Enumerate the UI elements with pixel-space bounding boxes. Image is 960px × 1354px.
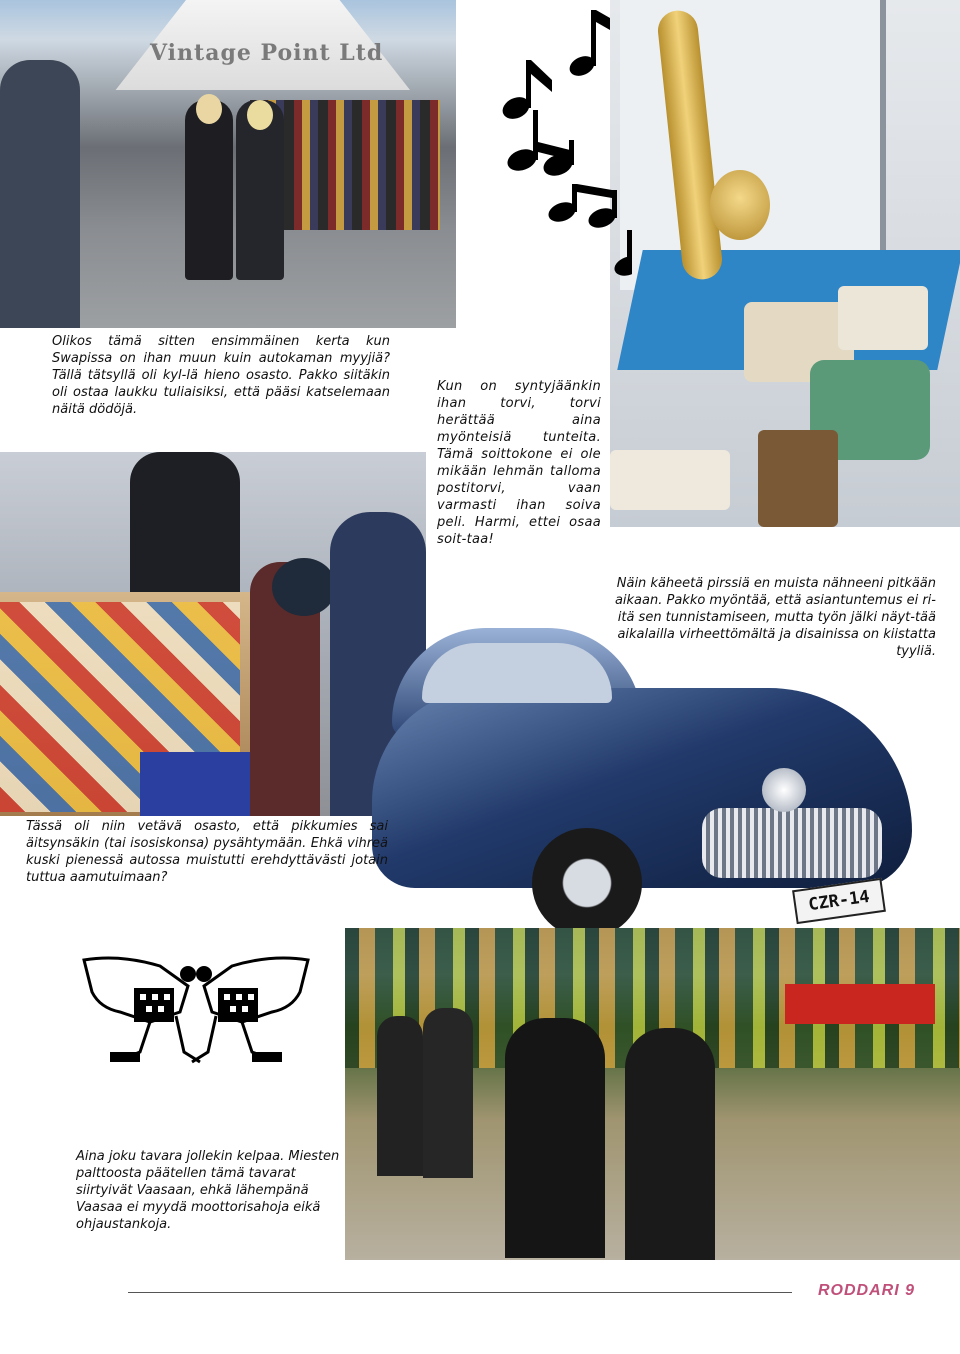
roddari-figures-logo (80, 952, 312, 1068)
car-headlight (762, 768, 806, 812)
blue-crate (140, 752, 250, 816)
person-shopper-1 (185, 100, 233, 280)
biker-jacket-man-1 (505, 1018, 605, 1258)
car-window (422, 643, 612, 703)
tent-sign: Vintage Point Ltd (150, 40, 384, 66)
caption-toys: Tässä oli niin vetävä osasto, että pikkumies sai äitsynsäkin (tai isosiskonsa) pysähtymään. Ehkä vihreä kuski pienessä autossa muistutti erehdyttävästi jotain tuttua aamutuimaan? (26, 819, 388, 885)
person-left (0, 60, 80, 328)
biker-jacket-man-2 (625, 1028, 715, 1260)
market-photo (0, 0, 456, 328)
wooden-speaker (758, 430, 838, 527)
caption-forest: Aina joku tavara jollekin kelpaa. Miesten palttoosta päätellen tämä tavarat siirtyivät Vaasaan, ehkä lähempänä Vaasaa ei myydä moottorisahoja eikä ohjaustankoja. (76, 1149, 340, 1232)
red-roof-building (785, 984, 935, 1024)
shopper-head-2 (247, 100, 273, 130)
caption-market: Olikos tämä sitten ensimmäinen kerta kun Swapissa on ihan muun kuin autokaman myyjiä? Tällä tätsyllä oli kyl-lä hieno osasto. Pakko siitäkin oli ostaa laukku tuliaisiksi, että pääsi katselemaan näitä dödöjä. (52, 334, 390, 417)
license-plate: CZR-14 (792, 878, 886, 924)
saxophone-bell (710, 170, 770, 240)
boy-beanie (272, 558, 336, 616)
music-notes-icon (492, 0, 632, 280)
man-left-2 (423, 1008, 473, 1178)
caption-car: Näin käheetä pirssiä en muista nähneeni pitkään aikaan. Pakko myöntää, että asiantuntemus ei ri-itä sen tunnistamiseen, mutta työn jälki näyt-tää aikalailla virheettömältä ja disainissa on kiistatta tyyliä. (614, 576, 936, 659)
man-left-1 (377, 1016, 423, 1176)
caption-saxophone: Kun on syntyjäänkin ihan torvi, torvi herättää aina myönteisiä tunteita. Tämä soittokone ei ole mikään lehmän talloma postitorvi, vaan varmasti ihan soiva peli. Harmi, ettei osaa soit-taa! (437, 379, 601, 547)
car-grille (702, 808, 882, 878)
car-radio (610, 450, 730, 510)
vintage-radio-2 (838, 286, 928, 350)
footer-rule (128, 1292, 792, 1293)
car-wheel (532, 828, 642, 938)
saxophone-photo (610, 0, 960, 527)
page-number: RODDARI 9 (818, 1282, 916, 1299)
men-walking-photo (345, 928, 960, 1260)
man-in-black-jacket (130, 452, 240, 602)
shopper-head-1 (196, 94, 222, 124)
